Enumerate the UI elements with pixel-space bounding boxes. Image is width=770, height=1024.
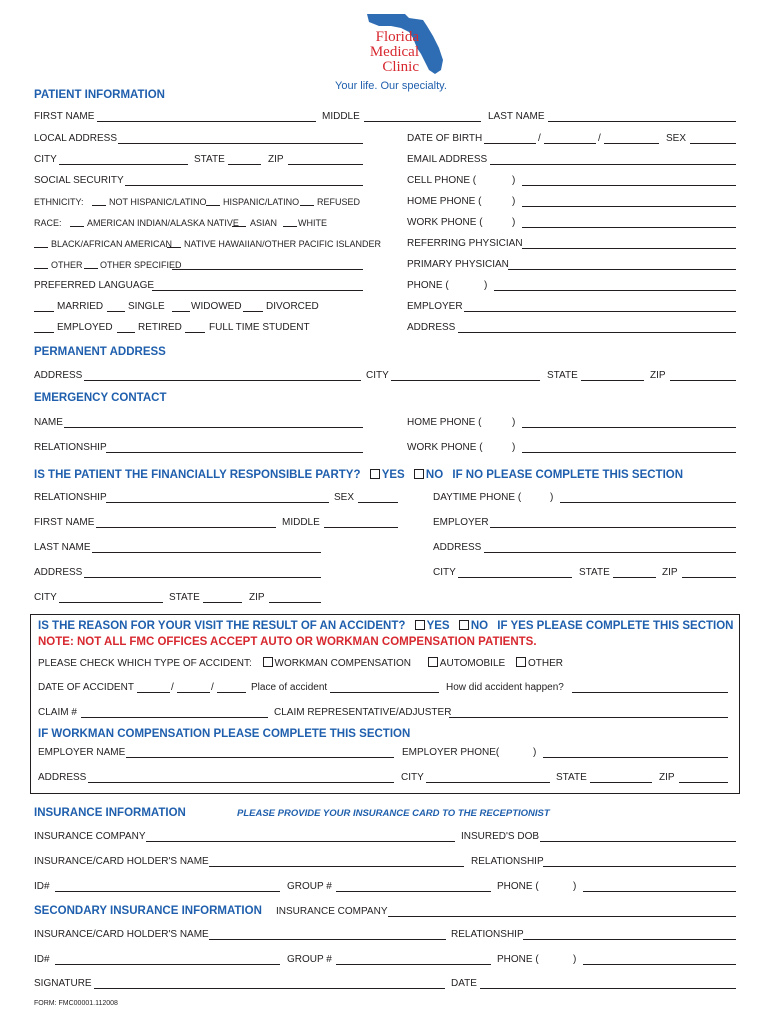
label-how: How did accident happen? [446,682,564,693]
label-insured-dob: INSURED'S DOB [461,831,540,842]
workman-comp-heading: IF WORKMAN COMPENSATION PLEASE COMPLETE THIS SECTION [38,728,411,740]
first-name-field[interactable] [97,121,316,122]
sec-card-holder-field[interactable] [209,939,446,940]
label-fin-address: ADDRESS [34,567,83,578]
employer-address-field[interactable] [458,332,736,333]
label-fin-employer-address: ADDRESS [433,542,482,553]
label-first-name: FIRST NAME [34,111,95,122]
other-specified-check[interactable] [84,268,98,269]
label-perm-city: CITY [366,370,389,381]
label-sec-relationship: RELATIONSHIP [451,929,524,940]
paren-close: ) [533,747,537,758]
label-local-address: LOCAL ADDRESS [34,133,117,144]
label-fin-sex: SEX [334,492,355,503]
patient-info-heading: PATIENT INFORMATION [34,89,165,101]
fin-last-name-field[interactable] [92,552,321,553]
accident-question [38,620,733,633]
label-wc-city: CITY [401,772,424,783]
label-fin-zip: ZIP [249,592,265,603]
label-preferred-language: PREFERRED LANGUAGE [34,280,155,291]
label-refused: REFUSED [317,197,361,207]
label-employed: EMPLOYED [57,322,113,333]
insured-dob-field[interactable] [540,841,736,842]
wc-zip-field[interactable] [679,782,728,783]
zip-field[interactable] [288,164,363,165]
fin-employer-field[interactable] [490,527,736,528]
form-id: FORM: FMC00001.112008 [34,1000,118,1007]
label-home-phone: HOME PHONE ( [407,196,482,207]
label-divorced: DIVORCED [266,301,319,312]
label-american-indian: AMERICAN INDIAN/ALASKA NATIVE [87,218,239,228]
label-asian: ASIAN [250,218,278,228]
sec-id-field[interactable] [55,964,280,965]
local-address-field[interactable] [118,143,363,144]
perm-state-field[interactable] [581,380,644,381]
dob-slash: / [598,133,601,144]
label-employer-phone: EMPLOYER PHONE( [402,747,500,758]
label-card-holder: INSURANCE/CARD HOLDER'S NAME [34,856,209,867]
label-emergency-name: NAME [34,417,63,428]
financial-note: IF NO PLEASE COMPLETE THIS SECTION [452,469,684,481]
label-ins-phone: PHONE ( [497,881,539,892]
brand-line-2: Medical [369,44,419,60]
label-claim-rep: CLAIM REPRESENTATIVE/ADJUSTER [274,707,452,718]
label-wc-zip: ZIP [659,772,675,783]
state-field[interactable] [228,164,261,165]
financial-no-label: NO [425,469,444,481]
emergency-work-phone-field[interactable] [522,452,736,453]
emergency-home-phone-field[interactable] [522,427,736,428]
accident-place-field[interactable] [330,692,439,693]
label-fin-city: CITY [34,592,57,603]
label-hawaiian: NATIVE HAWAIIAN/OTHER PACIFIC ISLANDER [184,239,382,249]
label-ins-id: ID# [34,881,50,892]
label-phone: PHONE ( [407,280,449,291]
label-employer-name: EMPLOYER NAME [38,747,126,758]
wc-employer-phone-field[interactable] [543,757,728,758]
insurance-company-field[interactable] [146,841,455,842]
paren-close: ) [484,280,488,291]
refused-check[interactable] [300,205,314,206]
city-field[interactable] [59,164,188,165]
label-other: OTHER [51,260,83,270]
label-emergency-relationship: RELATIONSHIP [34,442,107,453]
accident-yes-label: YES [426,620,450,632]
label-primary-physician: PRIMARY PHYSICIAN [407,259,509,270]
daytime-phone-field[interactable] [560,502,736,503]
accident-date-month-field[interactable] [137,692,170,693]
fin-city-field[interactable] [59,602,163,603]
paren-close: ) [512,417,516,428]
brand-line-1: Florida [375,29,419,45]
label-work-phone: WORK PHONE ( [407,217,483,228]
fin-zip-field[interactable] [269,602,321,603]
fin-sex-field[interactable] [358,502,398,503]
date-slash: / [171,682,174,693]
clinic-logo [335,8,450,94]
label-cell-phone: CELL PHONE ( [407,175,477,186]
ins-phone-field[interactable] [583,891,736,892]
divorced-check[interactable] [243,311,263,312]
label-check-type: PLEASE CHECK WHICH TYPE OF ACCIDENT: [38,658,252,669]
label-fin-employer-state: STATE [579,567,610,578]
financial-yes-checkbox[interactable] [370,469,380,479]
employer-field[interactable] [464,311,736,312]
fin-employer-zip-field[interactable] [682,577,736,578]
ins-relationship-field[interactable] [543,866,736,867]
label-employer: EMPLOYER [407,301,463,312]
financial-no-checkbox[interactable] [414,469,424,479]
sec-company-field[interactable] [388,916,736,917]
label-ethnicity: ETHNICITY: [34,197,84,207]
label-fin-employer-zip: ZIP [662,567,678,578]
last-name-field[interactable] [548,121,736,122]
dob-month-field[interactable] [484,143,536,144]
fin-relationship-field[interactable] [106,502,329,503]
wc-employer-name-field[interactable] [126,757,394,758]
middle-name-field[interactable] [364,121,481,122]
white-check[interactable] [283,226,297,227]
label-other-accident: OTHER [527,658,563,669]
label-employer-address: ADDRESS [407,322,456,333]
label-married: MARRIED [57,301,104,312]
label-fin-middle: MIDDLE [282,517,320,528]
label-perm-zip: ZIP [650,370,666,381]
label-email: EMAIL ADDRESS [407,154,488,165]
label-perm-address: ADDRESS [34,370,83,381]
accident-no-checkbox[interactable] [459,620,469,630]
accident-no-label: NO [470,620,489,632]
brand-line-3: Clinic [382,59,419,75]
ins-group-field[interactable] [336,891,491,892]
email-field[interactable] [490,164,736,165]
label-fin-relationship: RELATIONSHIP [34,492,107,503]
label-black: BLACK/AFRICAN AMERICAN [51,239,173,249]
label-zip: ZIP [268,154,284,165]
label-sec-card-holder: INSURANCE/CARD HOLDER'S NAME [34,929,209,940]
insurance-instruction: PLEASE PROVIDE YOUR INSURANCE CARD TO THE RECEPTIONIST [237,808,550,819]
fin-address-field[interactable] [84,577,321,578]
work-phone-field[interactable] [522,227,736,228]
label-fin-state: STATE [169,592,200,603]
paren-close: ) [573,954,577,965]
fin-first-name-field[interactable] [96,527,276,528]
label-referring-physician: REFERRING PHYSICIAN [407,238,523,249]
label-accident-date: DATE OF ACCIDENT [38,682,134,693]
signature-field[interactable] [94,988,445,989]
paren-close: ) [512,217,516,228]
label-city: CITY [34,154,57,165]
label-not-hispanic: NOT HISPANIC/LATINO [109,197,207,207]
paren-close: ) [512,442,516,453]
label-sex: SEX [666,133,687,144]
sec-phone-field[interactable] [583,964,736,965]
other-accident-checkbox[interactable] [516,657,526,667]
widowed-check[interactable] [172,311,190,312]
label-full-time-student: FULL TIME STUDENT [209,322,310,333]
emergency-name-field[interactable] [64,427,363,428]
signature-date-field[interactable] [480,988,736,989]
secondary-insurance-heading: SECONDARY INSURANCE INFORMATION [34,905,262,917]
label-last-name: LAST NAME [488,111,545,122]
label-emergency-home-phone: HOME PHONE ( [407,417,482,428]
perm-city-field[interactable] [391,380,540,381]
label-workman-comp: WORKMAN COMPENSATION [274,658,412,669]
paren-close: ) [573,881,577,892]
black-check[interactable] [34,247,48,248]
claim-number-field[interactable] [81,717,268,718]
financial-yes-label: YES [381,469,405,481]
label-automobile: AUTOMOBILE [439,658,506,669]
label-sec-phone: PHONE ( [497,954,539,965]
retired-check[interactable] [117,332,135,333]
label-wc-state: STATE [556,772,587,783]
label-retired: RETIRED [138,322,182,333]
label-claim: CLAIM # [38,707,77,718]
label-sec-id: ID# [34,954,50,965]
label-single: SINGLE [128,301,165,312]
label-sec-company: INSURANCE COMPANY [276,906,388,917]
label-middle: MIDDLE [322,111,360,122]
wc-address-field[interactable] [88,782,394,783]
accident-how-field[interactable] [572,692,728,693]
accident-warning: NOTE: NOT ALL FMC OFFICES ACCEPT AUTO OR WORKMAN COMPENSATION PATIENTS. [38,636,537,648]
label-insurance-company: INSURANCE COMPANY [34,831,146,842]
emergency-relationship-field[interactable] [106,452,363,453]
dob-year-field[interactable] [604,143,659,144]
cell-phone-field[interactable] [522,185,736,186]
label-dob: DATE OF BIRTH [407,133,483,144]
card-holder-field[interactable] [209,866,464,867]
paren-close: ) [512,196,516,207]
label-place: Place of accident [251,682,328,693]
label-daytime-phone: DAYTIME PHONE ( [433,492,522,503]
preferred-language-field[interactable] [152,290,363,291]
financial-question [34,469,683,482]
workman-comp-checkbox[interactable] [263,657,273,667]
accident-note: IF YES PLEASE COMPLETE THIS SECTION [497,620,734,632]
claim-rep-field[interactable] [449,717,728,718]
label-date: DATE [451,978,477,989]
primary-physician-field[interactable] [508,269,736,270]
label-sec-group: GROUP # [287,954,332,965]
label-white: WHITE [298,218,327,228]
ins-id-field[interactable] [55,891,280,892]
label-perm-state: STATE [547,370,578,381]
label-ssn: SOCIAL SECURITY [34,175,124,186]
sec-group-field[interactable] [336,964,491,965]
automobile-checkbox[interactable] [428,657,438,667]
other-specified-field[interactable] [172,269,363,270]
fin-employer-address-field[interactable] [484,552,736,553]
label-wc-address: ADDRESS [38,772,87,783]
ssn-field[interactable] [125,185,363,186]
brand-tagline: Your life. Our specialty. [335,80,447,92]
label-fin-last-name: LAST NAME [34,542,91,553]
accident-date-year-field[interactable] [217,692,246,693]
financial-question-text: IS THE PATIENT THE FINANCIALLY RESPONSIBLE PARTY? [34,469,361,481]
label-ins-group: GROUP # [287,881,332,892]
american-indian-check[interactable] [70,226,84,227]
perm-zip-field[interactable] [670,380,736,381]
paren-close: ) [550,492,554,503]
fin-employer-city-field[interactable] [458,577,572,578]
sec-relationship-field[interactable] [523,939,736,940]
fin-middle-field[interactable] [324,527,398,528]
fin-employer-state-field[interactable] [613,577,656,578]
paren-close: ) [512,175,516,186]
wc-state-field[interactable] [590,782,652,783]
married-check[interactable] [34,311,54,312]
label-widowed: WIDOWED [191,301,242,312]
referring-physician-field[interactable] [522,248,736,249]
emergency-contact-heading: EMERGENCY CONTACT [34,392,167,404]
accident-date-day-field[interactable] [177,692,210,693]
accident-yes-checkbox[interactable] [415,620,425,630]
home-phone-field[interactable] [522,206,736,207]
dob-slash: / [538,133,541,144]
student-check[interactable] [185,332,205,333]
label-signature: SIGNATURE [34,978,92,989]
fin-state-field[interactable] [203,602,242,603]
wc-city-field[interactable] [426,782,550,783]
label-fin-employer: EMPLOYER [433,517,489,528]
not-hispanic-check[interactable] [92,205,106,206]
dob-day-field[interactable] [544,143,596,144]
perm-address-field[interactable] [84,380,361,381]
label-race: RACE: [34,218,62,228]
hispanic-check[interactable] [206,205,220,206]
employed-check[interactable] [34,332,54,333]
date-slash: / [211,682,214,693]
label-other-specified: OTHER SPECIFIED [100,260,182,270]
single-check[interactable] [107,311,125,312]
label-hispanic: HISPANIC/LATINO [223,197,300,207]
accident-question-text: IS THE REASON FOR YOUR VISIT THE RESULT OF AN ACCIDENT? [38,620,406,632]
sex-field[interactable] [690,143,736,144]
label-fin-first-name: FIRST NAME [34,517,95,528]
permanent-address-heading: PERMANENT ADDRESS [34,346,166,358]
other-race-check[interactable] [34,268,48,269]
accident-type-row [38,657,563,670]
hawaiian-check[interactable] [167,247,181,248]
label-fin-employer-city: CITY [433,567,456,578]
label-state: STATE [194,154,225,165]
label-emergency-work-phone: WORK PHONE ( [407,442,483,453]
insurance-heading: INSURANCE INFORMATION [34,807,186,819]
label-ins-relationship: RELATIONSHIP [471,856,544,867]
asian-check[interactable] [232,226,246,227]
physician-phone-field[interactable] [494,290,736,291]
